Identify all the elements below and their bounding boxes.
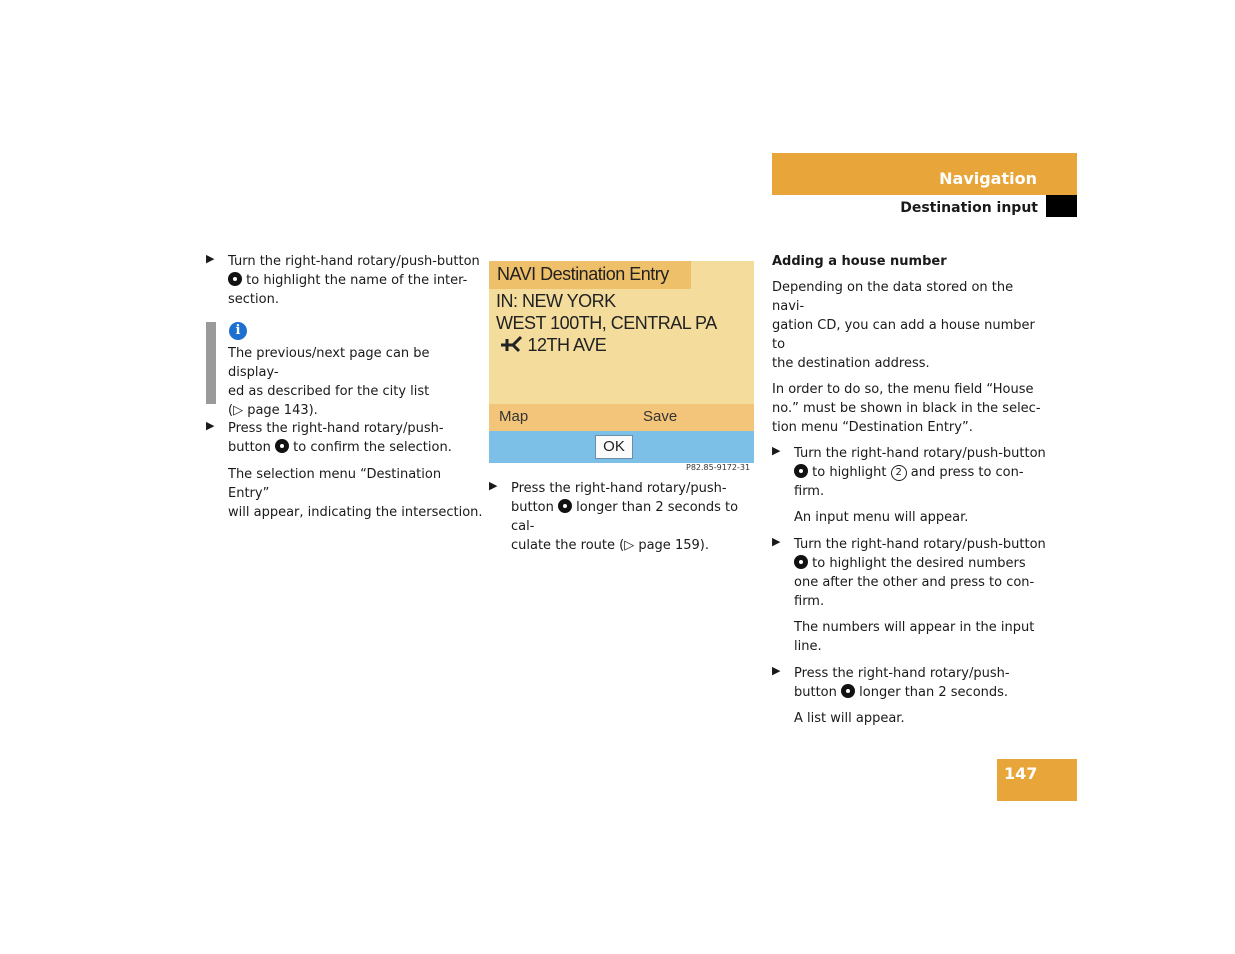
softkey-save[interactable]: Save [643,408,678,425]
instruction-step: ▶ Press the right-hand rotary/push- button longer than 2 seconds to cal- culate the route (▷ page 159). [489,479,739,553]
page-number: 147 [1004,764,1038,783]
instruction-step: ▶ Press the right-hand rotary/push- button to confirm the selection. [206,419,452,455]
screen-intersection: 12TH AVE [499,335,606,356]
ok-button[interactable]: OK [595,435,633,459]
bullet-arrow-icon: ▶ [206,252,215,265]
rotary-knob-icon [558,499,572,513]
figure-code: P82.85-9172-31 [686,463,751,472]
left-column [206,252,483,309]
result-note: A list will appear. [794,711,905,726]
instruction-step: ▶ Turn the right-hand rotary/push-button to highlight the name of the inter- section. [206,252,480,307]
screen-title-bar [489,261,691,289]
info-note: The previous/next page can be display- ed as described for the city list (▷ page 143). [228,346,430,418]
section-heading: Adding a house number [772,254,947,269]
middle-column [489,479,761,555]
instruction-step: ▶ Turn the right-hand rotary/push-button to highlight 2 and press to con- firm. [772,444,1046,499]
rotary-knob-icon [794,464,808,478]
rotary-knob-icon [275,439,289,453]
bullet-arrow-icon: ▶ [489,479,498,492]
paragraph: In order to do so, the menu field “House no.” must be shown in black in the selec- tion menu “Destination Entry”. [772,382,1041,435]
result-note: An input menu will appear. [794,510,969,525]
left-column-lower [206,419,483,522]
instruction-step: ▶ Turn the right-hand rotary/push-button to highlight the desired numbers one after the other and press to con- firm. [772,535,1046,609]
rotary-knob-icon [228,272,242,286]
paragraph: Depending on the data stored on the navi- gation CD, you can add a house number to the destination address. [772,280,1035,371]
rotary-knob-icon [841,684,855,698]
subsection-title: Destination input [900,200,1038,216]
destination-entry-screen [489,261,754,463]
callout-number-2: 2 [891,465,907,481]
rotary-knob-icon [794,555,808,569]
bullet-arrow-icon: ▶ [206,419,215,432]
instruction-step: ▶ Press the right-hand rotary/push- button longer than 2 seconds. [772,664,1010,700]
screen-city: IN: NEW YORK [496,291,616,311]
result-note: The numbers will appear in the input line. [794,620,1035,654]
bullet-arrow-icon: ▶ [772,664,781,677]
bullet-arrow-icon: ▶ [772,444,781,457]
bullet-arrow-icon: ▶ [772,535,781,548]
softkey-map[interactable]: Map [499,408,529,425]
screen-ok-bar [489,431,754,463]
result-note: The selection menu “Destination Entry” will appear, indicating the intersection. [228,467,483,520]
page-number-tab [997,759,1077,801]
section-title: Navigation [939,169,1037,188]
header-marker-block [1046,195,1077,217]
info-sidebar [206,322,216,404]
info-icon: i [229,322,247,340]
screen-softkey-bar [489,404,754,431]
section-header-tab [772,153,1077,195]
screen-street: WEST 100TH, CENTRAL PA [496,313,717,333]
screen-title: NAVI Destination Entry [497,264,669,284]
intersection-icon [499,335,523,353]
right-column [772,252,1047,728]
